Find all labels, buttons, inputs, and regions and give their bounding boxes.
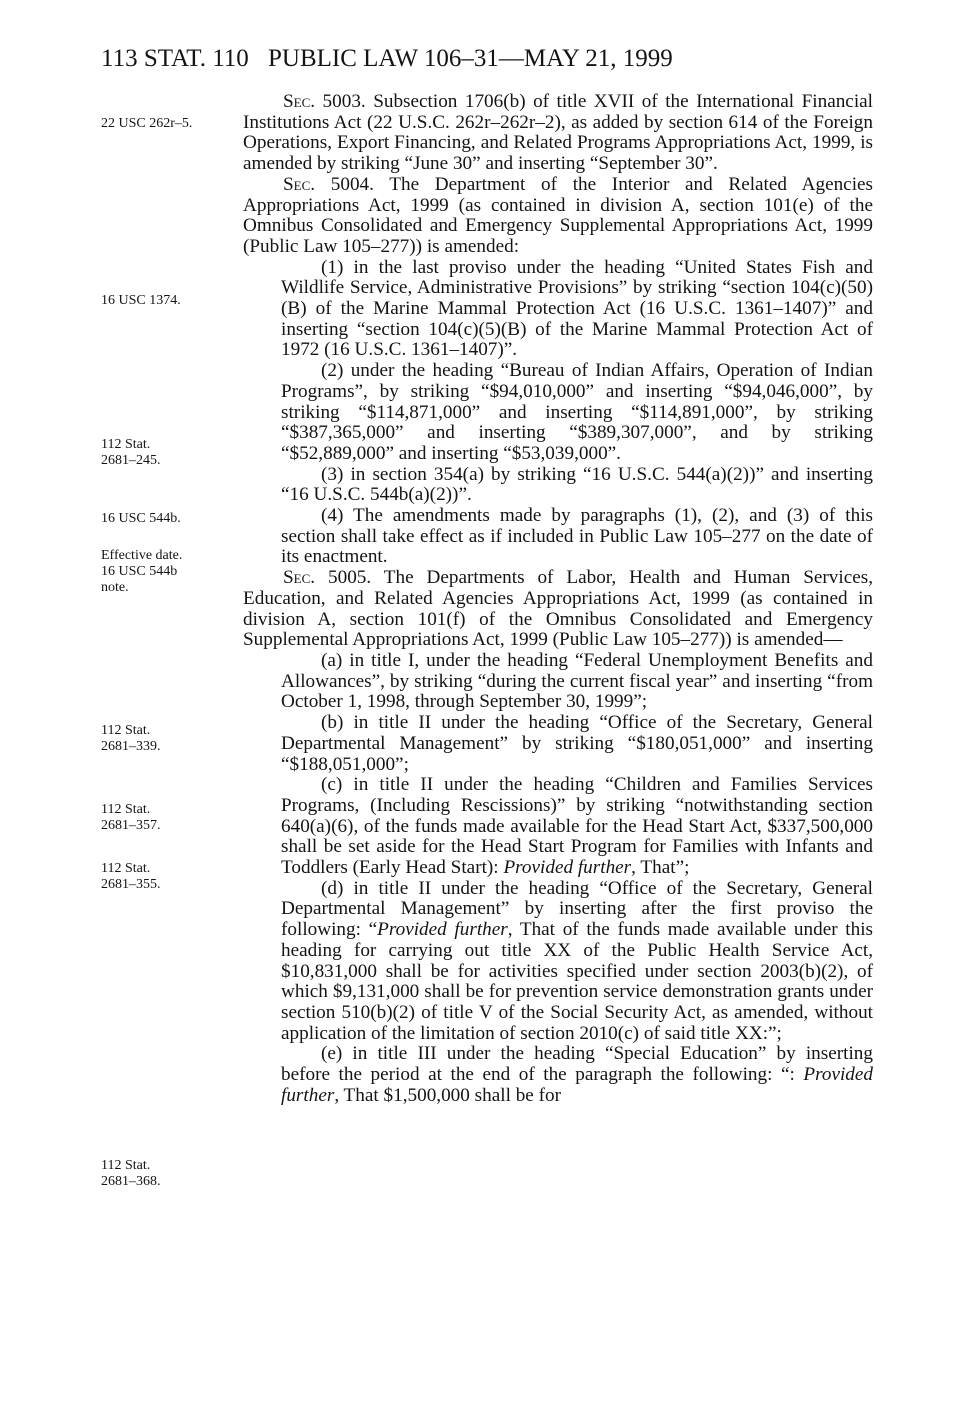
item-text: (e) in title III under the heading “Special Education” by inserting before the period at the end of the paragraph the following: “: (281, 1043, 873, 1086)
paragraph-item: (1) in the last proviso under the heading “United States Fish and Wildlife Service, Administrative Provisions” by striking “section 104(c)(50)(B) of the Marine Mammal Protection Act (16 U.S.C. 1361–1407)” and inserting “section 104(c)(5)(B) of the Marine Mammal Protection Act of 1972 (16 U.S.C. 1361–1407)”. (281, 256, 873, 361)
paragraph-item: (a) in title I, under the heading “Federal Unemployment Benefits and Allowances”, by striking “during the current fiscal year” and inserting “from October 1, 1998, through September 30, 1999”; (281, 649, 873, 713)
margin-note-line: 16 USC 544b. (101, 511, 181, 526)
margin-note-line: 112 Stat. (101, 802, 151, 817)
running-title: PUBLIC LAW 106–31—MAY 21, 1999 (268, 45, 673, 72)
body-text (243, 92, 873, 1106)
margin-note-line: note. (101, 580, 129, 595)
margin-note-line: 16 USC 1374. (101, 293, 181, 308)
section-label: Sec. (283, 567, 316, 589)
section-label: Sec. (283, 91, 316, 112)
page-header (0, 44, 957, 78)
paragraph-item (281, 879, 873, 1045)
section-text: The Department of the Interior and Related Agencies Appropriations Act, 1999 (as contained in division A, section 101(e) of the Omnibus Consolidated and Emergency Supplemental Appropriations Act, 1999 (Public Law 105–277)) is amended: (243, 173, 874, 257)
margin-note (101, 293, 251, 309)
margin-note-line: 2681–339. (101, 739, 161, 754)
italic-proviso: Provided further (281, 1064, 873, 1106)
section-number: 5005. (315, 567, 384, 589)
paragraph-item (281, 1044, 873, 1106)
paragraph-item: (4) The amendments made by paragraphs (1), (2), and (3) of this section shall take effect as if included in Public Law 105–277 on the date of its enactment. (281, 505, 873, 568)
section-5004 (243, 175, 873, 258)
margin-note (101, 548, 251, 596)
section-number: 5004. (315, 173, 390, 195)
item-text: , That $1,500,000 shall be for (334, 1084, 561, 1106)
section-5005 (243, 568, 873, 651)
margin-note (101, 723, 251, 755)
margin-note (101, 1158, 251, 1190)
page-number: 113 STAT. 110 (101, 45, 249, 72)
item-text: , That”; (631, 857, 690, 879)
margin-note-line: 112 Stat. (101, 1158, 151, 1173)
margin-note (101, 437, 251, 469)
margin-note-line: 112 Stat. (101, 437, 151, 452)
item-text: (c) in title II under the heading “Children and Families Services Programs, (Including Rescissions)” by striking “notwithstanding section 640(a)(6), of the funds made available for the Head Start Act, $337,500,000 shall be set aside for the Head Start Program for Families with Infants and Toddlers (Early Head Start): (281, 774, 873, 879)
margin-note (101, 861, 251, 893)
margin-note-line: 2681–368. (101, 1174, 161, 1189)
paragraph-item (281, 775, 873, 879)
italic-proviso: Provided further (377, 919, 508, 941)
section-5003 (243, 92, 873, 175)
margin-note-line: 112 Stat. (101, 723, 151, 738)
item-text: , That of the funds made available under this heading for carrying out title XX of the Public Health Service Act, $10,831,000 shall be for activities specified under section 2003(b)(2), of which $9,131,000 shall be for prevention service demonstration grants under section 510(b)(2) of title V of the Social Security Act, as amended, without application of the limitation of section 2010(c) of said title XX:”; (281, 919, 873, 1044)
section-number: 5003. (315, 91, 374, 112)
paragraph-item: (b) in title II under the heading “Office of the Secretary, General Departmental Management” by striking “$180,051,000” and inserting “$188,051,000”; (281, 712, 873, 775)
margin-note (101, 511, 251, 527)
section-text: The Departments of Labor, Health and Human Services, Education, and Related Agencies Appropriations Act, 1999 (as contained in division A, section 101(f) of the Omnibus Consolidated and Emergency Supplemental Appropriations Act, 1999 (Public Law 105–277)) is amended— (243, 567, 874, 651)
margin-note (101, 116, 251, 132)
margin-note-line: Effective date. (101, 548, 183, 563)
italic-proviso: Provided further (503, 857, 632, 879)
section-label: Sec. (283, 173, 316, 195)
paragraph-item: (2) under the heading “Bureau of Indian Affairs, Operation of Indian Programs”, by striking “$94,010,000” and inserting “$94,046,000”, by striking “$114,871,000” and inserting “$114,891,000”, by striking “$387,365,000” and inserting “$389,307,000”, and by striking “$52,889,000” and inserting “$53,039,000”. (281, 360, 873, 464)
item-text: (d) in title II under the heading “Office of the Secretary, General Departmental Management” by inserting after the first proviso the following: “ (281, 877, 873, 941)
margin-note (101, 802, 251, 834)
section-text: Subsection 1706(b) of title XVII of the International Financial Institutions Act (22 U.S.C. 262r–262r–2), as added by section 614 of the Foreign Operations, Export Financing, and Related Programs Appropriations Act, 1999, is amended by striking “June 30” and inserting “September 30”. (243, 91, 873, 175)
margin-note-line: 16 USC 544b (101, 564, 178, 579)
margin-note-line: 22 USC 262r–5. (101, 116, 193, 131)
margin-note-line: 2681–245. (101, 453, 161, 468)
margin-note-line: 2681–357. (101, 818, 161, 833)
paragraph-item: (3) in section 354(a) by striking “16 U.S.C. 544(a)(2))” and inserting “16 U.S.C. 544b(a)(2))”. (281, 463, 873, 506)
margin-note-line: 112 Stat. (101, 861, 151, 876)
margin-note-line: 2681–355. (101, 877, 161, 892)
